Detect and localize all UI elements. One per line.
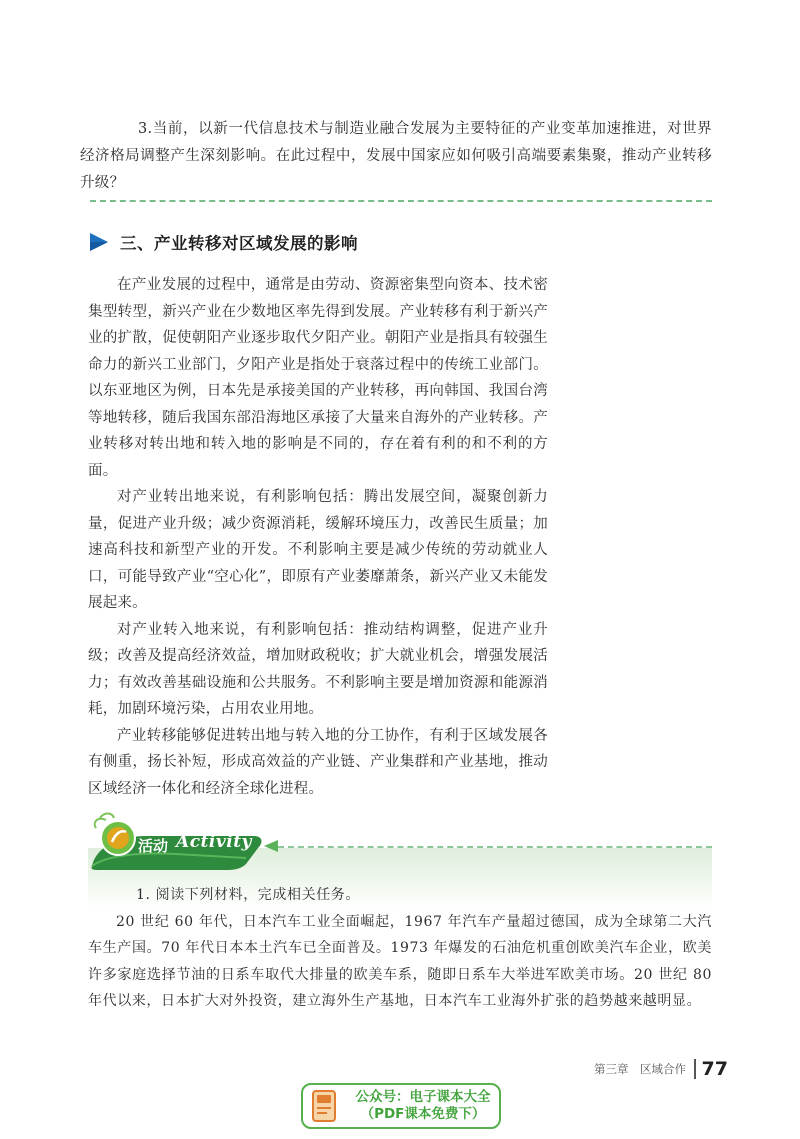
triangle-marker-icon bbox=[88, 231, 110, 253]
page-footer bbox=[594, 1058, 728, 1080]
activity-content bbox=[88, 882, 712, 1015]
paragraph: 产业转移能够促进转出地与转入地的分工协作，有利于区域发展各有侧重，扬长补短，形成高效益的产业链、产业集群和产业基地，推动区域经济一体化和经济全球化进程。 bbox=[88, 727, 548, 797]
activity-label-en: Activity bbox=[176, 832, 252, 852]
activity-material: 20 世纪 60 年代，日本汽车工业全面崛起，1967 年汽车产量超过德国，成为全球第二大汽车生产国。70 年代日本本土汽车已全面普及。1973 年爆发的石油危机重创欧美汽车企业，欧美许多家庭选择节油的日系车取代大排量的欧美车系，随即日系车大举进军欧美市场。20 世纪 80 年代以来，日本扩大对外投资，建立海外生产基地，日本汽车工业海外扩张的趋势越来越明显。 bbox=[88, 913, 712, 1009]
page-number: 77 bbox=[701, 1058, 728, 1080]
activity-task: 1. 阅读下列材料，完成相关任务。 bbox=[136, 887, 361, 903]
question-number: 3. bbox=[138, 121, 153, 137]
section-heading bbox=[88, 229, 358, 255]
paragraph: 在产业发展的过程中，通常是由劳动、资源密集型向资本、技术密集型转型，新兴产业在少数地区率先得到发展。产业转移有利于新兴产业的扩散，促使朝阳产业逐步取代夕阳产业。朝阳产业是指具有较强生命力的新兴工业部门，夕阳产业是指处于衰落过程中的传统工业部门。以东亚地区为例，日本先是承接美国的产业转移，再向韩国、我国台湾等地转移，随后我国东部沿海地区承接了大量来自海外的产业转移。产业转移对转出地和转入地的影响是不同的，存在着有利的和不利的方面。 bbox=[88, 277, 548, 479]
arrow-left-icon bbox=[264, 840, 278, 852]
footer-divider bbox=[694, 1059, 696, 1079]
watermark-line-1: 公众号：电子课本大全 bbox=[355, 1089, 491, 1105]
paragraph: 对产业转入地来说，有利影响包括：推动结构调整，促进产业升级；改善及提高经济效益，增加财政税收；扩大就业机会，增强发展活力；有效改善基础设施和公共服务。不利影响主要是增加资源和能源消耗，加剧环境污染，占用农业用地。 bbox=[88, 621, 548, 717]
watermark-line-2: （PDF课本免费下） bbox=[360, 1106, 486, 1122]
watermark-text bbox=[347, 1089, 499, 1123]
question-block bbox=[80, 116, 712, 197]
section-title: 三、产业转移对区域发展的影响 bbox=[120, 234, 358, 253]
section-body bbox=[88, 272, 548, 802]
paragraph: 对产业转出地来说，有利影响包括：腾出发展空间，凝聚创新力量，促进产业升级；减少资源消耗，缓解环境压力，改善民生质量；加速高科技和新型产业的开发。不利影响主要是减少传统的劳动就业人口，可能导致产业“空心化”，即原有产业萎靡萧条，新兴产业又未能发展起来。 bbox=[88, 489, 548, 611]
activity-divider bbox=[278, 846, 712, 848]
book-logo-icon bbox=[311, 1089, 339, 1123]
question-text: 当前，以新一代信息技术与制造业融合发展为主要特征的产业变革加速推进，对世界经济格局调整产生深刻影响。在此过程中，发展中国家应如何吸引高端要素集聚，推动产业转移升级？ bbox=[80, 121, 712, 191]
activity-label: 活动 bbox=[138, 837, 169, 855]
section-divider bbox=[90, 200, 712, 202]
chapter-label: 第三章 区域合作 bbox=[594, 1062, 687, 1076]
watermark-badge bbox=[301, 1083, 501, 1129]
